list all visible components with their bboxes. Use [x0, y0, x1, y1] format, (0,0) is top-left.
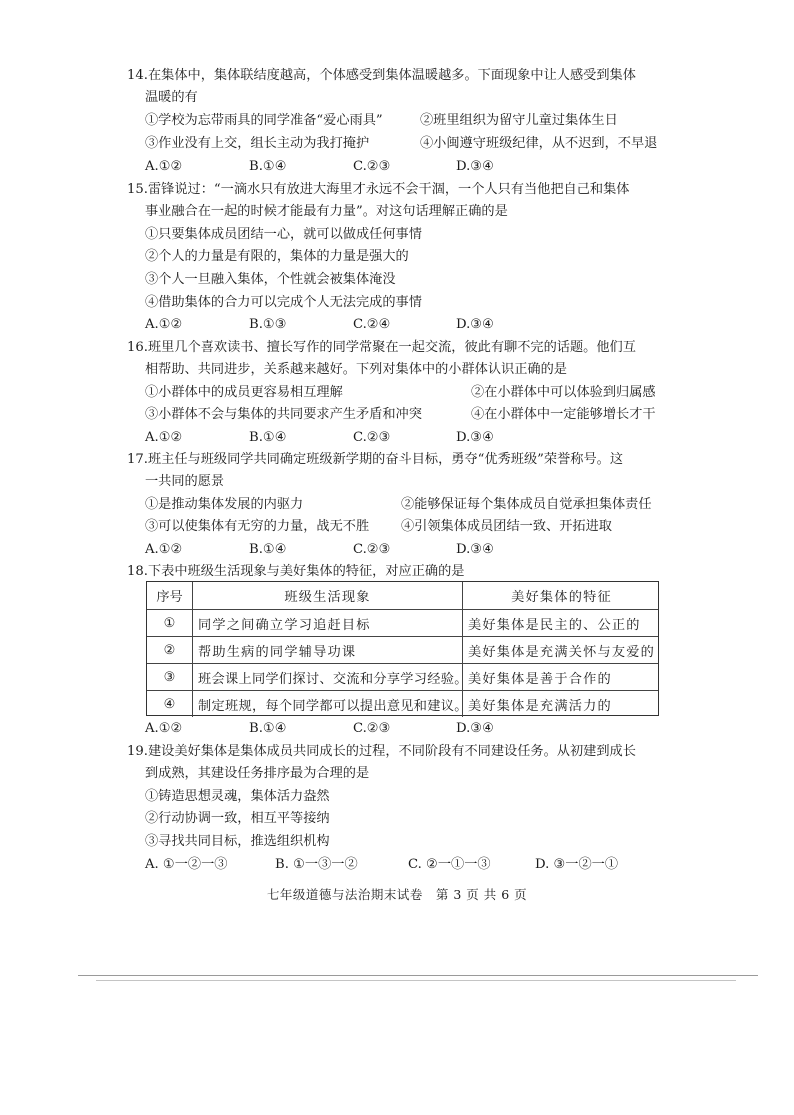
- q14-statement-1: ①学校为忘带雨具的同学准备“爱心雨具”: [145, 113, 383, 128]
- q18-row4-phenomenon: 制定班规，每个同学都可以提出意见和建议。: [193, 691, 463, 717]
- scan-edge-line-2: [96, 980, 736, 981]
- q18-row1-phenomenon: 同学之间确立学习追赶目标: [193, 610, 463, 636]
- q18-option-a[interactable]: A.①②: [145, 721, 183, 736]
- q18-stem: 18.下表中班级生活现象与美好集体的特征，对应正确的是: [127, 564, 465, 579]
- q15-option-a[interactable]: A.①②: [145, 317, 183, 332]
- q18-option-d[interactable]: D.③④: [456, 721, 494, 736]
- q17-option-a[interactable]: A.①②: [145, 542, 183, 557]
- q19-option-d[interactable]: D. ③一②一①: [535, 857, 619, 872]
- q18-row2-feature: 美好集体是充满关怀与友爱的: [468, 644, 656, 660]
- q15-statement-4: ④借助集体的合力可以完成个人无法完成的事情: [145, 295, 422, 310]
- q14-statement-4: ④小闽遵守班级纪律，从不迟到，不早退: [420, 136, 658, 151]
- q14-stem-line1: 14.在集体中，集体联结度越高，个体感受到集体温暖越多。下面现象中让人感受到集体: [127, 68, 636, 83]
- q15-statement-3: ③个人一旦融入集体，个性就会被集体淹没: [145, 272, 396, 287]
- q18-header-feature: 美好集体的特征: [511, 590, 612, 605]
- q15-stem-line2: 事业融合在一起的时候才能最有力量”。对这句话理解正确的是: [145, 204, 508, 219]
- q17-option-b[interactable]: B.①④: [249, 542, 287, 557]
- q18-row4-index: ④: [147, 691, 193, 717]
- q19-option-c[interactable]: C. ②一①一③: [408, 857, 491, 872]
- q17-stem-line2: 一共同的愿景: [145, 474, 225, 489]
- q18-row4-feature: 美好集体是充满活力的: [468, 698, 612, 714]
- q15-option-c[interactable]: C.②④: [353, 317, 391, 332]
- q16-statement-1: ①小群体中的成员更容易相互理解: [145, 385, 343, 400]
- q16-stem-line1: 16.班里几个喜欢读书、擅长写作的同学常聚在一起交流，彼此有聊不完的话题。他们互: [127, 340, 636, 355]
- q15-option-d[interactable]: D.③④: [456, 317, 494, 332]
- q18-row2-phenomenon: 帮助生病的同学辅导功课: [193, 637, 463, 663]
- table-row: [147, 609, 658, 636]
- q17-statement-3: ③可以使集体有无穷的力量，战无不胜: [145, 519, 370, 534]
- q18-option-b[interactable]: B.①④: [249, 721, 287, 736]
- table-row: [147, 663, 658, 690]
- q16-statement-2: ②在小群体中可以体验到归属感: [471, 385, 656, 400]
- q15-statement-2: ②个人的力量是有限的，集体的力量是强大的: [145, 249, 409, 264]
- q19-statement-2: ②行动协调一致，相互平等接纳: [145, 811, 330, 826]
- q18-row1-index: ①: [147, 610, 193, 636]
- q16-option-c[interactable]: C.②③: [353, 430, 391, 445]
- q17-stem-line1: 17.班主任与班级同学共同确定班级新学期的奋斗目标，勇夺“优秀班级”荣誉称号。这: [127, 452, 624, 467]
- q19-statement-3: ③寻找共同目标，推选组织机构: [145, 834, 330, 849]
- q14-stem-line2: 温暖的有: [145, 90, 198, 105]
- q17-statement-4: ④引领集体成员团结一致、开拓进取: [401, 519, 612, 534]
- q17-option-c[interactable]: C.②③: [353, 542, 391, 557]
- q14-option-d[interactable]: D.③④: [456, 159, 494, 174]
- q18-header-phenomenon: 班级生活现象: [193, 582, 463, 609]
- q18-header-index: 序号: [147, 582, 193, 609]
- table-row: [147, 690, 658, 717]
- q14-statement-2: ②班里组织为留守儿童过集体生日: [420, 113, 618, 128]
- scan-edge-line: [78, 975, 758, 976]
- q19-statement-1: ①铸造思想灵魂，集体活力盎然: [145, 789, 330, 804]
- q17-option-d[interactable]: D.③④: [456, 542, 494, 557]
- q14-option-b[interactable]: B.①④: [249, 159, 287, 174]
- page-footer: 七年级道德与法治期末试卷 第 3 页 共 6 页: [266, 887, 528, 902]
- q16-statement-3: ③小群体不会与集体的共同要求产生矛盾和冲突: [145, 407, 422, 422]
- q19-option-b[interactable]: B. ①一③一②: [275, 857, 358, 872]
- q18-row3-index: ③: [147, 664, 193, 690]
- q14-option-c[interactable]: C.②③: [353, 159, 391, 174]
- q18-option-c[interactable]: C.②③: [353, 721, 391, 736]
- q15-statement-1: ①只要集体成员团结一心，就可以做成任何事情: [145, 227, 422, 242]
- q16-stem-line2: 相帮助、共同进步，关系越来越好。下列对集体中的小群体认识正确的是: [145, 362, 567, 377]
- q18-table-header: [147, 582, 658, 609]
- q15-option-b[interactable]: B.①③: [249, 317, 287, 332]
- q19-option-a[interactable]: A. ①一②一③: [145, 857, 228, 872]
- q18-row1-feature: 美好集体是民主的、公正的: [468, 617, 641, 633]
- q19-stem-line1: 19.建设美好集体是集体成员共同成长的过程，不同阶段有不同建设任务。从初建到成长: [127, 744, 636, 759]
- q14-statement-3: ③作业没有上交，组长主动为我打掩护: [145, 136, 370, 151]
- q17-statement-2: ②能够保证每个集体成员自觉承担集体责任: [401, 497, 652, 512]
- q18-row3-feature: 美好集体是善于合作的: [468, 671, 612, 687]
- table-row: [147, 636, 658, 663]
- q18-row2-index: ②: [147, 637, 193, 663]
- q16-option-d[interactable]: D.③④: [456, 430, 494, 445]
- q16-option-a[interactable]: A.①②: [145, 430, 183, 445]
- q16-statement-4: ④在小群体中一定能够增长才干: [471, 407, 656, 422]
- q18-table: [146, 581, 659, 716]
- q16-option-b[interactable]: B.①④: [249, 430, 287, 445]
- q19-stem-line2: 到成熟，其建设任务排序最为合理的是: [145, 766, 370, 781]
- q14-option-a[interactable]: A.①②: [145, 159, 183, 174]
- q17-statement-1: ①是推动集体发展的内驱力: [145, 497, 304, 512]
- q18-row3-phenomenon: 班会课上同学们探讨、交流和分享学习经验。: [193, 664, 463, 690]
- q15-stem-line1: 15.雷锋说过：“一滴水只有放进大海里才永远不会干涸，一个人只有当他把自己和集体: [127, 182, 630, 197]
